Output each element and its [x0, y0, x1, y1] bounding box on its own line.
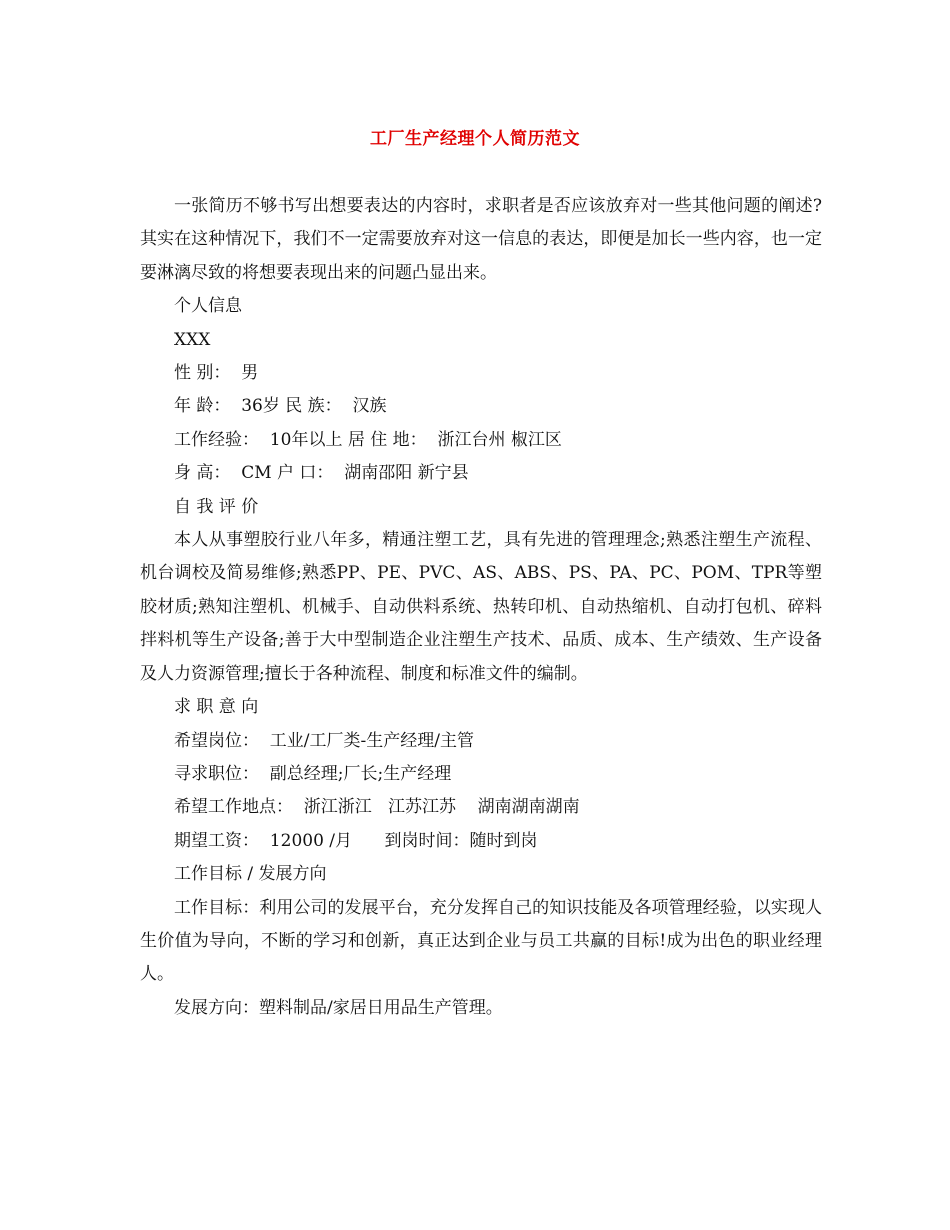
seeking-position-line: 寻求职位： 副总经理;厂长;生产经理 [174, 763, 452, 784]
personal-info-heading: 个人信息 [174, 296, 242, 317]
self-evaluation-heading: 自 我 评 价 [174, 496, 259, 517]
goals-heading: 工作目标 / 发展方向 [174, 864, 327, 885]
name-line: XXX [174, 329, 211, 350]
gender-line: 性 别： 男 [174, 363, 259, 384]
intro-paragraph: 一张简历不够书写出想要表达的内容时，求职者是否应该放弃对一些其他问题的阐述?其实在这种情况下，我们不一定需要放弃对这一信息的表达，即便是加长一些内容，也一定要淋漓尽致的将想要表现出来的问题凸显出来。 [140, 196, 822, 283]
job-intention-heading: 求 职 意 向 [174, 697, 259, 718]
height-hukou-line: 身 高： CM 户 口： 湖南邵阳 新宁县 [174, 463, 469, 484]
salary-availability-line: 期望工资： 12000 /月 到岗时间：随时到岗 [174, 830, 538, 851]
desired-location-line: 希望工作地点： 浙江浙江 江苏江苏 湖南湖南湖南 [174, 797, 580, 818]
self-evaluation-paragraph: 本人从事塑胶行业八年多，精通注塑工艺，具有先进的管理理念;熟悉注塑生产流程、机台调校及简易维修;熟悉PP、PE、PVC、AS、ABS、PS、PA、PC、POM、TPR等塑胶材质;熟知注塑机、机械手、自动供料系统、热转印机、自动热缩机、自动打包机、碎料拌料机等生产设备;善于大中型制造企业注塑生产技术、品质、成本、生产绩效、生产设备及人力资源管理;擅长于各种流程、制度和标准文件的编制。 [140, 530, 822, 684]
work-goal-paragraph: 工作目标：利用公司的发展平台，充分发挥自己的知识技能及各项管理经验，以实现人生价值为导向，不断的学习和创新，真正达到企业与员工共赢的目标!成为出色的职业经理人。 [140, 897, 822, 985]
age-ethnicity-line: 年 龄： 36岁 民 族： 汉族 [174, 396, 387, 417]
experience-residence-line: 工作经验： 10年以上 居 住 地： 浙江台州 椒江区 [174, 429, 562, 450]
document-body [140, 190, 822, 1025]
document-title: 工厂生产经理个人简历范文 [370, 129, 580, 149]
desired-position-line: 希望岗位： 工业/工厂类-生产经理/主管 [174, 730, 475, 751]
development-direction-paragraph: 发展方向：塑料制品/家居日用品生产管理。 [174, 997, 503, 1018]
